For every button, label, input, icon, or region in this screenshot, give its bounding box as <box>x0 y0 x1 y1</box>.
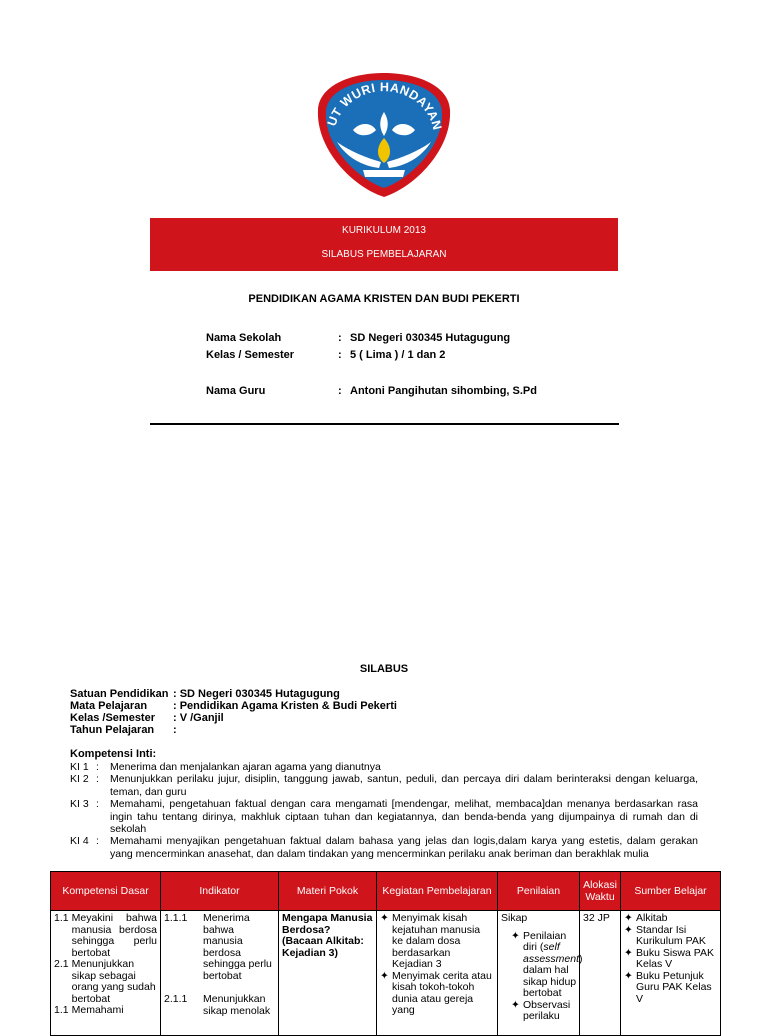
ki-colon: : <box>96 773 99 785</box>
banner-curriculum: KURIKULUM 2013 <box>342 225 426 236</box>
table-row <box>51 911 721 1036</box>
meta-value: : SD Negeri 030345 Hutagugung <box>173 688 340 700</box>
info-value: 5 ( Lima ) / 1 dan 2 <box>350 349 446 361</box>
info-colon: : <box>338 332 342 344</box>
info-value: SD Negeri 030345 Hutagugung <box>350 332 511 344</box>
ki-text: Memahami menyajikan pengetahuan faktual dalam bahasa yang jelas dan logis,dalam karya yang estetis, dalam gerakan yang mencerminkan anasehat, dan dalam tindakan yang mencerminkan perilaku anak beriman dan berakhlak mulia <box>110 835 698 860</box>
ki-code: KI 1 <box>70 761 89 773</box>
kegiatan-item: ✦ Menyimak kisah kejatuhan manusia ke dalam dosa berdasarkan Kejadian 3 <box>380 912 481 970</box>
col-header-kompetensi: Kompetensi Dasar <box>51 872 161 911</box>
plus-bullet-icon: ✦ <box>511 929 520 942</box>
kegiatan-item: ✦ Menyimak cerita atau kisah tokoh-tokoh dunia atau gereja yang <box>380 969 492 1016</box>
sumber-item: ✦ Alkitab <box>624 912 668 924</box>
ki-code: KI 3 <box>70 798 89 810</box>
materi-text: Mengapa Manusia Berdosa? (Bacaan Alkitab: Kejadian 3) <box>282 912 373 959</box>
kegiatan-cell <box>377 911 498 1036</box>
col-header-penilaian: Penilaian <box>498 872 580 911</box>
info-colon: : <box>338 385 342 397</box>
info-label: Kelas / Semester <box>206 349 295 361</box>
alokasi-value: 32 JP <box>583 912 610 924</box>
plus-bullet-icon: ✦ <box>624 923 633 936</box>
col-header-indikator: Indikator <box>161 872 279 911</box>
penilaian-title: Sikap <box>501 912 528 924</box>
materi-cell <box>279 911 377 1036</box>
meta-label: Kelas /Semester <box>70 712 155 724</box>
plus-bullet-icon: ✦ <box>624 969 633 982</box>
col-header-sumber: Sumber Belajar <box>621 872 721 911</box>
plus-bullet-icon: ✦ <box>624 912 633 924</box>
plus-bullet-icon: ✦ <box>380 969 389 982</box>
divider-rule <box>150 423 619 425</box>
silabus-heading: SILABUS <box>359 663 409 675</box>
penilaian-item: ✦ Penilaian diri (self assessment) dalam hal sikap hidup bertobat <box>511 929 583 999</box>
sumber-item: ✦ Standar Isi Kurikulum PAK <box>624 923 706 947</box>
info-colon: : <box>338 349 342 361</box>
sumber-cell <box>621 911 721 1036</box>
kd-cell <box>51 911 161 1036</box>
plus-bullet-icon: ✦ <box>380 912 389 924</box>
info-value: Antoni Pangihutan sihombing, S.Pd <box>350 385 537 397</box>
col-header-kegiatan: Kegiatan Pembelajaran <box>377 872 498 911</box>
meta-label: Tahun Pelajaran <box>70 724 155 736</box>
ki-colon: : <box>96 798 99 810</box>
ki-colon: : <box>96 835 99 847</box>
col-header-alokasi: Alokasi Waktu <box>580 872 621 911</box>
ki-code: KI 4 <box>70 835 89 847</box>
plus-bullet-icon: ✦ <box>624 946 633 959</box>
indikator-cell <box>161 911 279 1036</box>
indikator-item: 1.1.1 Menerima bahwa manusia berdosa sehingga perlu bertobat <box>164 912 272 982</box>
indikator-item: 2.1.1 Menunjukkan sikap menolak <box>164 993 271 1017</box>
tut-wuri-handayani-logo <box>313 70 455 200</box>
meta-value: : <box>173 724 177 736</box>
penilaian-item: ✦ Observasi perilaku <box>511 998 571 1022</box>
alokasi-cell <box>580 911 621 1036</box>
svg-text:TUT WURI HANDAYANI: UT WURI HANDAYAN <box>324 80 445 132</box>
kd-item: 1.1 Meyakini bahwa manusia berdosa sehingga perlu bertobat <box>54 912 157 959</box>
penilaian-cell <box>498 911 583 1036</box>
sumber-item: ✦ Buku Siswa PAK Kelas V <box>624 946 715 970</box>
meta-value: : Pendidikan Agama Kristen & Budi Pekerti <box>173 700 397 712</box>
meta-label: Satuan Pendidikan <box>70 688 169 700</box>
subject-title: PENDIDIKAN AGAMA KRISTEN DAN BUDI PEKERTI <box>248 293 520 305</box>
kd-item: 1.1 Memahami <box>54 1004 124 1016</box>
ki-text: Memahami, pengetahuan faktual dengan cara mengamati [mendengar, melihat, membaca]dan menanya berdasarkan rasa ingin tahu tentang dirinya, makhluk ciptaan tuhan dan kegiatannya, dan benda-benda yang dijumpainya di rumah dan di sekolah <box>110 798 698 835</box>
ki-code: KI 2 <box>70 773 89 785</box>
sumber-item: ✦ Buku Petunjuk Guru PAK Kelas V <box>624 969 712 1005</box>
info-label: Nama Sekolah <box>206 332 282 344</box>
ki-heading: Kompetensi Inti: <box>70 748 157 760</box>
banner-syllabus: SILABUS PEMBELAJARAN <box>321 249 447 260</box>
kd-item: 2.1 Menunjukkan sikap sebagai orang yang sudah bertobat <box>54 958 156 1005</box>
col-header-materi: Materi Pokok <box>279 872 377 911</box>
ki-text: Menerima dan menjalankan ajaran agama yang dianutnya <box>110 761 381 773</box>
meta-label: Mata Pelajaran <box>70 700 148 712</box>
info-label: Nama Guru <box>206 385 266 397</box>
syllabus-table <box>50 871 720 1036</box>
ki-text: Menunjukkan perilaku jujur, disiplin, tanggung jawab, santun, peduli, dan percaya diri dalam berinteraksi dengan keluarga, teman, dan guru <box>110 773 698 798</box>
table-header-row <box>51 872 721 911</box>
meta-value: : V /Ganjil <box>173 712 224 724</box>
curriculum-banner <box>150 218 618 271</box>
ki-colon: : <box>96 761 99 773</box>
plus-bullet-icon: ✦ <box>511 998 520 1011</box>
